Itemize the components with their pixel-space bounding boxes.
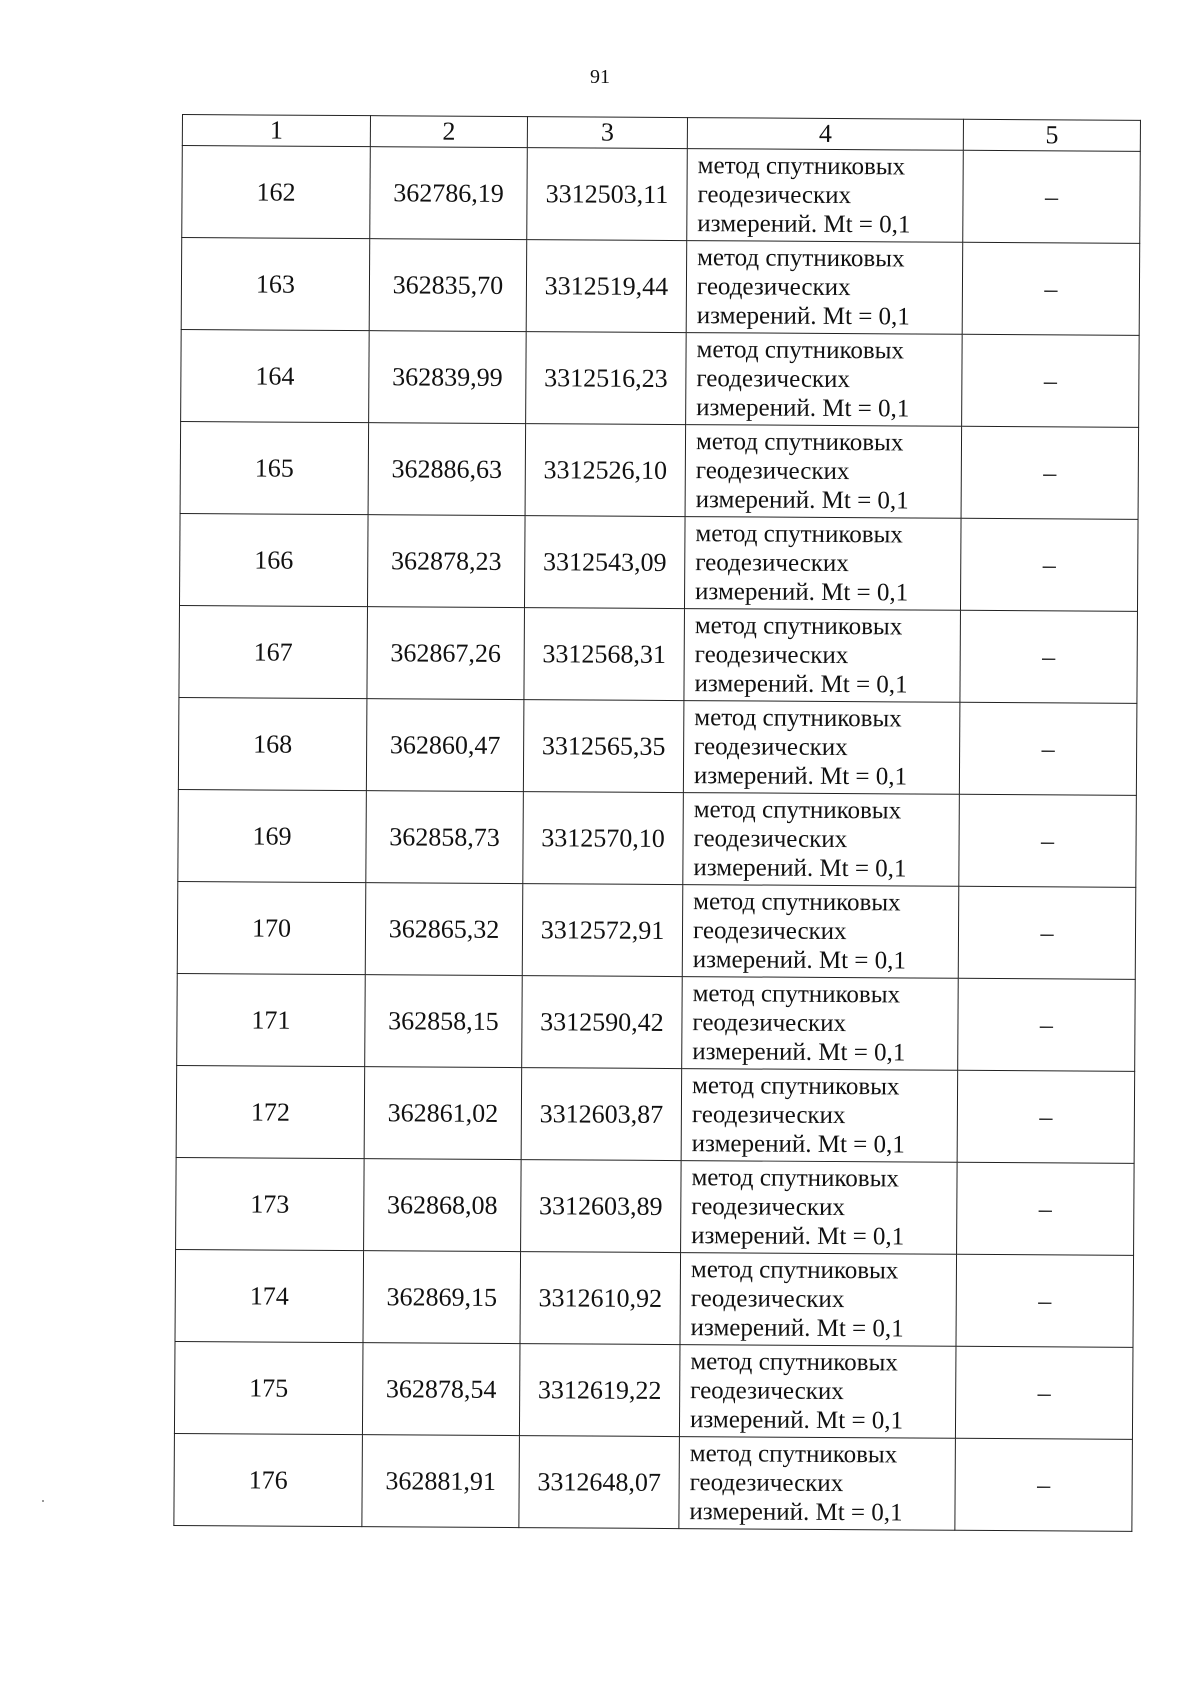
point-number-cell: 167	[179, 605, 368, 698]
method-line: измерений. Mt = 0,1	[694, 670, 908, 699]
table-row	[174, 1341, 1133, 1439]
method-line: метод спутниковых	[695, 520, 903, 549]
method-line: измерений. Mt = 0,1	[691, 1130, 905, 1159]
method-cell	[680, 1253, 957, 1347]
method-line: геодезических	[695, 549, 849, 578]
table-row	[180, 421, 1139, 519]
point-number-cell: 169	[178, 789, 367, 882]
point-number-cell: 163	[181, 238, 370, 331]
method-cell	[686, 241, 963, 335]
method-cell	[681, 1069, 958, 1163]
table-row	[182, 146, 1141, 244]
method-cell	[684, 517, 961, 611]
method-line: измерений. Mt = 0,1	[689, 1406, 904, 1435]
x-coordinate-cell: 362839,99	[369, 331, 527, 424]
method-line: измерений. Mt = 0,1	[693, 854, 907, 883]
method-line: геодезических	[695, 457, 850, 486]
point-number-cell: 174	[175, 1249, 364, 1342]
x-coordinate-cell: 362860,47	[366, 699, 524, 792]
point-number-cell: 166	[179, 513, 368, 606]
table-row	[176, 1065, 1135, 1163]
x-coordinate-cell: 362867,26	[367, 607, 525, 700]
scan-speck	[42, 1500, 44, 1502]
y-coordinate-cell: 3312610,92	[520, 1252, 681, 1345]
table-row	[177, 973, 1136, 1071]
y-coordinate-cell: 3312565,35	[523, 700, 684, 793]
method-cell	[682, 977, 959, 1071]
y-coordinate-cell: 3312568,31	[524, 608, 685, 701]
x-coordinate-cell: 362858,15	[365, 975, 523, 1068]
x-coordinate-cell: 362786,19	[370, 147, 528, 240]
x-coordinate-cell: 362858,73	[366, 791, 524, 884]
table-row	[178, 697, 1137, 795]
x-coordinate-cell: 362835,70	[369, 239, 527, 332]
note-cell: –	[955, 1346, 1133, 1439]
method-cell	[687, 149, 964, 243]
method-line: измерений. Mt = 0,1	[692, 946, 907, 975]
note-cell: –	[957, 1162, 1135, 1255]
method-line: метод спутниковых	[690, 1256, 899, 1285]
method-line: метод спутниковых	[690, 1348, 898, 1377]
method-line: измерений. Mt = 0,1	[692, 1038, 906, 1067]
method-line: метод спутниковых	[694, 612, 903, 641]
table-row	[179, 605, 1138, 703]
method-line: измерений. Mt = 0,1	[689, 1498, 903, 1527]
x-coordinate-cell: 362878,54	[362, 1343, 520, 1436]
method-line: метод спутниковых	[693, 888, 901, 917]
table-row	[179, 513, 1138, 611]
header-cell-5: 5	[963, 119, 1140, 151]
point-number-cell: 170	[177, 881, 366, 974]
y-coordinate-cell: 3312519,44	[526, 240, 687, 333]
y-coordinate-cell: 3312503,11	[527, 148, 688, 241]
method-line: геодезических	[697, 181, 852, 210]
method-line: геодезических	[691, 1101, 846, 1130]
table-row	[181, 329, 1140, 427]
x-coordinate-cell: 362886,63	[368, 423, 526, 516]
method-line: метод спутниковых	[697, 244, 905, 273]
table-row	[175, 1249, 1134, 1347]
note-cell: –	[957, 1070, 1135, 1163]
method-line: геодезических	[692, 917, 847, 946]
method-cell	[683, 793, 960, 887]
point-number-cell: 175	[174, 1341, 363, 1434]
method-line: геодезических	[693, 825, 848, 854]
method-line: метод спутниковых	[693, 796, 902, 825]
method-cell	[683, 701, 960, 795]
y-coordinate-cell: 3312543,09	[524, 516, 685, 609]
method-line: метод спутниковых	[697, 152, 906, 181]
method-line: измерений. Mt = 0,1	[691, 1222, 905, 1251]
y-coordinate-cell: 3312516,23	[526, 332, 687, 425]
y-coordinate-cell: 3312603,89	[521, 1160, 682, 1253]
point-number-cell: 164	[181, 329, 370, 422]
method-cell	[681, 1161, 958, 1255]
method-line: измерений. Mt = 0,1	[695, 486, 909, 515]
x-coordinate-cell: 362861,02	[364, 1067, 522, 1160]
x-coordinate-cell: 362869,15	[363, 1251, 521, 1344]
note-cell: –	[960, 610, 1138, 703]
table-row	[177, 881, 1136, 979]
note-cell: –	[960, 518, 1138, 611]
note-cell: –	[962, 334, 1140, 427]
table-body	[174, 146, 1140, 1532]
method-line: измерений. Mt = 0,1	[696, 394, 910, 423]
method-cell	[686, 333, 963, 427]
header-cell-4: 4	[687, 118, 963, 151]
method-cell	[679, 1345, 956, 1439]
method-line: геодезических	[690, 1285, 845, 1314]
y-coordinate-cell: 3312648,07	[519, 1436, 680, 1529]
method-line: метод спутниковых	[691, 1072, 900, 1101]
method-line: геодезических	[692, 1009, 847, 1038]
note-cell: –	[959, 702, 1137, 795]
method-cell	[682, 885, 959, 979]
note-cell: –	[963, 150, 1141, 243]
y-coordinate-cell: 3312526,10	[525, 424, 686, 517]
point-number-cell: 172	[176, 1065, 365, 1158]
method-line: измерений. Mt = 0,1	[693, 762, 908, 791]
point-number-cell: 165	[180, 421, 369, 514]
method-line: геодезических	[691, 1193, 846, 1222]
method-line: метод спутниковых	[695, 428, 904, 457]
note-cell: –	[958, 978, 1136, 1071]
note-cell: –	[962, 242, 1140, 335]
note-cell: –	[958, 886, 1136, 979]
point-number-cell: 168	[178, 697, 367, 790]
note-cell: –	[956, 1254, 1134, 1347]
table-row	[181, 238, 1140, 336]
method-line: метод спутниковых	[692, 980, 901, 1009]
y-coordinate-cell: 3312572,91	[522, 884, 683, 977]
method-line: метод спутниковых	[689, 1440, 898, 1469]
header-cell-1: 1	[182, 115, 370, 147]
y-coordinate-cell: 3312619,22	[519, 1344, 680, 1437]
x-coordinate-cell: 362878,23	[367, 515, 525, 608]
x-coordinate-cell: 362881,91	[362, 1435, 520, 1528]
method-line: геодезических	[696, 365, 851, 394]
note-cell: –	[961, 426, 1139, 519]
table-row	[178, 789, 1137, 887]
point-number-cell: 176	[174, 1433, 363, 1526]
method-line: метод спутниковых	[691, 1164, 899, 1193]
method-cell	[679, 1437, 956, 1531]
point-number-cell: 171	[177, 973, 366, 1066]
note-cell: –	[959, 794, 1137, 887]
y-coordinate-cell: 3312570,10	[523, 792, 684, 885]
method-cell	[684, 609, 961, 703]
page-number: 91	[590, 66, 610, 88]
coordinates-table	[173, 114, 1141, 1532]
x-coordinate-cell: 362868,08	[364, 1159, 522, 1252]
method-line: измерений. Mt = 0,1	[690, 1314, 904, 1343]
method-line: измерений. Mt = 0,1	[697, 210, 911, 239]
table-row	[174, 1433, 1133, 1531]
method-line: измерений. Mt = 0,1	[696, 302, 910, 331]
table-row	[176, 1157, 1135, 1255]
point-number-cell: 162	[182, 146, 371, 239]
method-cell	[685, 425, 962, 519]
method-line: геодезических	[689, 1469, 844, 1498]
y-coordinate-cell: 3312590,42	[522, 976, 683, 1069]
method-line: геодезических	[694, 641, 849, 670]
method-line: геодезических	[694, 733, 848, 762]
method-line: геодезических	[690, 1377, 844, 1406]
method-line: геодезических	[696, 273, 851, 302]
x-coordinate-cell: 362865,32	[365, 883, 523, 976]
method-line: метод спутниковых	[694, 704, 902, 733]
point-number-cell: 173	[176, 1157, 365, 1250]
header-cell-3: 3	[527, 117, 687, 149]
header-cell-2: 2	[370, 116, 527, 148]
y-coordinate-cell: 3312603,87	[521, 1068, 682, 1161]
method-line: измерений. Mt = 0,1	[695, 578, 909, 607]
note-cell: –	[955, 1438, 1133, 1531]
method-line: метод спутниковых	[696, 336, 905, 365]
